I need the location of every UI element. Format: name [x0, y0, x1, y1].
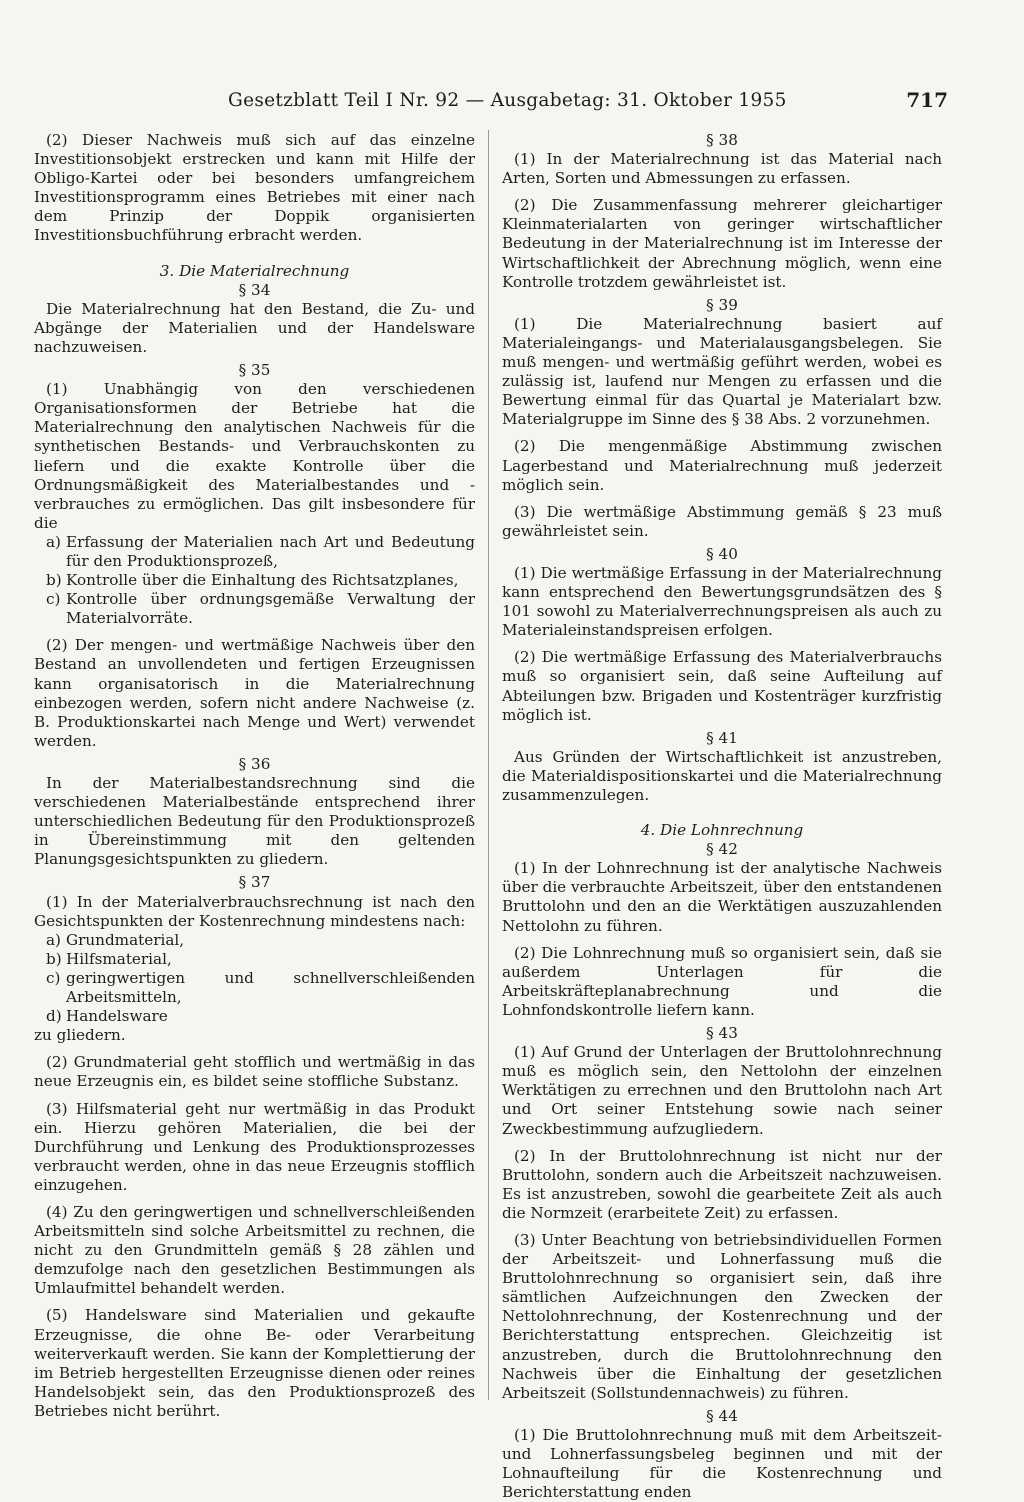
paragraph-sign-37: § 37	[238, 873, 271, 892]
column-divider	[488, 130, 489, 1400]
list-item: b) Hilfsmaterial,	[46, 949, 172, 968]
paragraph-sign-40: § 40	[706, 544, 738, 563]
list-item: c) geringwertigen und schnellverschleißenden Arbeitsmitteln,	[46, 968, 475, 1007]
paragraph-s39-3: (3) Die wertmäßige Abstimmung gemäß § 23 muß gewährleistet sein.	[502, 502, 942, 540]
page-header	[228, 90, 948, 116]
paragraph-sign-35: § 35	[238, 361, 271, 380]
section-heading-lohnrechnung: 4. Die Lohnrechnung	[640, 821, 804, 840]
paragraph-sign-42: § 42	[706, 840, 738, 859]
left-column	[34, 131, 475, 1421]
list-item: a) Grundmaterial,	[46, 930, 185, 949]
paragraph-s43-3: (3) Unter Beachtung von betriebsindividuellen Formen der Arbeitszeit- und Lohnerfassung muß die Bruttolohnrechnung so organisiert sein, daß ihre sämtlichen Aufzeichnungen den Zwecken der Nettolohnrechnung, der Kostenrechnung und der Berichterstattung entsprechen. Gleichzeitig ist anzustreben, durch die Bruttolohnrechnung den Nachweis über die Einhaltung der gesetzlichen Arbeitszeit (Sollstundennachweis) zu führen.	[502, 1230, 942, 1402]
paragraph-s38-2: (2) Die Zusammenfassung mehrerer gleichartiger Kleinmaterialarten von geringer wirtschaftlicher Bedeutung in der Materialrechnung ist im Interesse der Wirtschaftlichkeit der Abrechnung möglich, wenn eine Kontrolle trotzdem gewährleistet ist.	[502, 196, 942, 291]
paragraph-sign-39: § 39	[706, 295, 738, 314]
paragraph-s37-5: (5) Handelsware sind Materialien und gekaufte Erzeugnisse, die ohne Be- oder Verarbeitung weiterverkauft werden. Sie kann der Komplettierung der im Betrieb hergestellten Erzeugnisse dienen oder reines Handelsobjekt sein, das den Produktionsprozeß des Betriebes nicht berührt.	[34, 1306, 475, 1420]
page-number: 717	[906, 88, 948, 112]
right-column	[502, 131, 942, 1502]
paragraph-s35-1: (1) Unabhängig von den verschiedenen Organisationsformen der Betriebe hat die Materialrechnung den analytischen Nachweis für die synthetischen Bestands- und Verbrauchskonten zu liefern und die exakte Kontrolle über die Ordnungsmäßigkeit des Materialbestandes und -verbrauches zu ermöglichen. Das gilt insbesondere für die	[34, 380, 475, 532]
paragraph-s40-1: (1) Die wertmäßige Erfassung in der Materialrechnung kann entsprechend den Bewertungsgrundsätzen des § 101 sowohl zu Materialverrechnungspreisen als auch zu Materialeinstandspreisen erfolgen.	[502, 563, 942, 640]
paragraph-s39-2: (2) Die mengenmäßige Abstimmung zwischen Lagerbestand und Materialrechnung muß jederzeit möglich sein.	[502, 437, 942, 494]
gazette-title: Gesetzblatt Teil I Nr. 92 — Ausgabetag: 31. Oktober 1955	[228, 90, 787, 111]
paragraph-sign-44: § 44	[706, 1406, 738, 1425]
paragraph-sign-36: § 36	[238, 754, 271, 773]
list-item: d) Handelsware	[46, 1007, 168, 1026]
section-heading-materialrechnung: 3. Die Materialrechnung	[159, 261, 350, 280]
paragraph-sign-38: § 38	[706, 131, 738, 149]
list-item: c) Kontrolle über ordnungsgemäße Verwaltung der Materialvorräte.	[46, 590, 475, 628]
paragraph-s43-2: (2) In der Bruttolohnrechnung ist nicht nur der Bruttolohn, sondern auch die Arbeitszeit nachzuweisen. Es ist anzustreben, sowohl die gearbeitete Zeit als auch die Normzeit (erarbeitete Zeit) zu erfassen.	[502, 1146, 942, 1222]
list-item: a) Erfassung der Materialien nach Art und Bedeutung für den Produktionsprozeß,	[46, 532, 475, 570]
paragraph-s42-1: (1) In der Lohnrechnung ist der analytische Nachweis über die verbrauchte Arbeitszeit, über den entstandenen Bruttolohn und den an die Werktätigen auszuzahlenden Nettolohn zu führen.	[502, 859, 942, 935]
paragraph-s37-closing: zu gliedern.	[34, 1026, 126, 1045]
paragraph-s37-1: (1) In der Materialverbrauchsrechnung ist nach den Gesichtspunkten der Kostenrechnung mindestens nach:	[34, 892, 475, 930]
paragraph-s37-4: (4) Zu den geringwertigen und schnellverschleißenden Arbeitsmitteln sind solche Arbeitsmittel zu rechnen, die nicht zu den Grundmitteln gemäß § 28 zählen und demzufolge nach den gesetzlichen Bestimmungen als Umlaufmittel behandelt werden.	[34, 1202, 475, 1298]
paragraph-sign-34: § 34	[238, 280, 271, 299]
paragraph-s36: In der Materialbestandsrechnung sind die verschiedenen Materialbestände entsprechend ihrer unterschiedlichen Bedeutung für den Produktionsprozeß in Übereinstimmung mit den geltenden Planungsgesichtspunkten zu gliedern.	[34, 774, 475, 869]
paragraph-s42-2: (2) Die Lohnrechnung muß so organisiert sein, daß sie außerdem Unterlagen für die Arbeitskräfteplanabrechnung und die Lohnfondskontrolle liefern kann.	[502, 943, 942, 1019]
paragraph-sign-43: § 43	[706, 1024, 738, 1043]
paragraph-s44-1: (1) Die Bruttolohnrechnung muß mit dem Arbeitszeit- und Lohnerfassungsbeleg beginnen und mit der Lohnaufteilung für die Kostenrechnung und Berichterstattung enden	[502, 1425, 942, 1502]
paragraph-s38-1: (1) In der Materialrechnung ist das Material nach Arten, Sorten und Abmessungen zu erfassen.	[502, 150, 942, 188]
paragraph-sign-41: § 41	[706, 728, 738, 747]
paragraph-s40-2: (2) Die wertmäßige Erfassung des Materialverbrauchs muß so organisiert sein, daß seine Aufteilung auf Abteilungen bzw. Brigaden und Kostenträger kurzfristig möglich ist.	[502, 648, 942, 724]
paragraph-s37-3: (3) Hilfsmaterial geht nur wertmäßig in das Produkt ein. Hierzu gehören Materialien, die bei der Durchführung und Lenkung des Produktionsprozesses verbraucht werden, ohne in das neue Erzeugnis stofflich einzugehen.	[34, 1099, 475, 1194]
paragraph-s41: Aus Gründen der Wirtschaftlichkeit ist anzustreben, die Materialdispositionskartei und die Materialrechnung zusammenzulegen.	[502, 747, 942, 804]
list-item: b) Kontrolle über die Einhaltung des Richtsatzplanes,	[46, 571, 459, 590]
paragraph-s39-1: (1) Die Materialrechnung basiert auf Materialeingangs- und Materialausgangsbelegen. Sie muß mengen- und wertmäßig geführt werden, wobei es zulässig ist, laufend nur Mengen zu erfassen und die Bewertung einmal für das Quartal je Materialart bzw. Materialgruppe im Sinne des § 38 Abs. 2 vorzunehmen.	[502, 314, 942, 429]
paragraph-s33-2: (2) Dieser Nachweis muß sich auf das einzelne Investitionsobjekt erstrecken und kann mit Hilfe der Obligo-Kartei oder bei besonders umfangreichem Investitionsprogramm eines Betriebes mit einer nach dem Prinzip der Doppik organisierten Investitionsbuchführung erbracht werden.	[34, 131, 475, 245]
paragraph-s43-1: (1) Auf Grund der Unterlagen der Bruttolohnrechnung muß es möglich sein, den Nettolohn der einzelnen Werktätigen zu errechnen und den Bruttolohn nach Art und Ort seiner Entstehung sowie nach seiner Zweckbestimmung aufzugliedern.	[502, 1043, 942, 1138]
paragraph-s34: Die Materialrechnung hat den Bestand, die Zu- und Abgänge der Materialien und der Handelsware nachzuweisen.	[34, 299, 475, 356]
paragraph-s37-2: (2) Grundmaterial geht stofflich und wertmäßig in das neue Erzeugnis ein, es bildet seine stoffliche Substanz.	[34, 1053, 475, 1091]
paragraph-s35-2: (2) Der mengen- und wertmäßige Nachweis über den Bestand an unvollendeten und fertigen Erzeugnissen kann organisatorisch in die Materialrechnung einbezogen werden, sofern nicht andere Nachweise (z. B. Produktionskartei nach Menge und Wert) verwendet werden.	[34, 636, 475, 750]
